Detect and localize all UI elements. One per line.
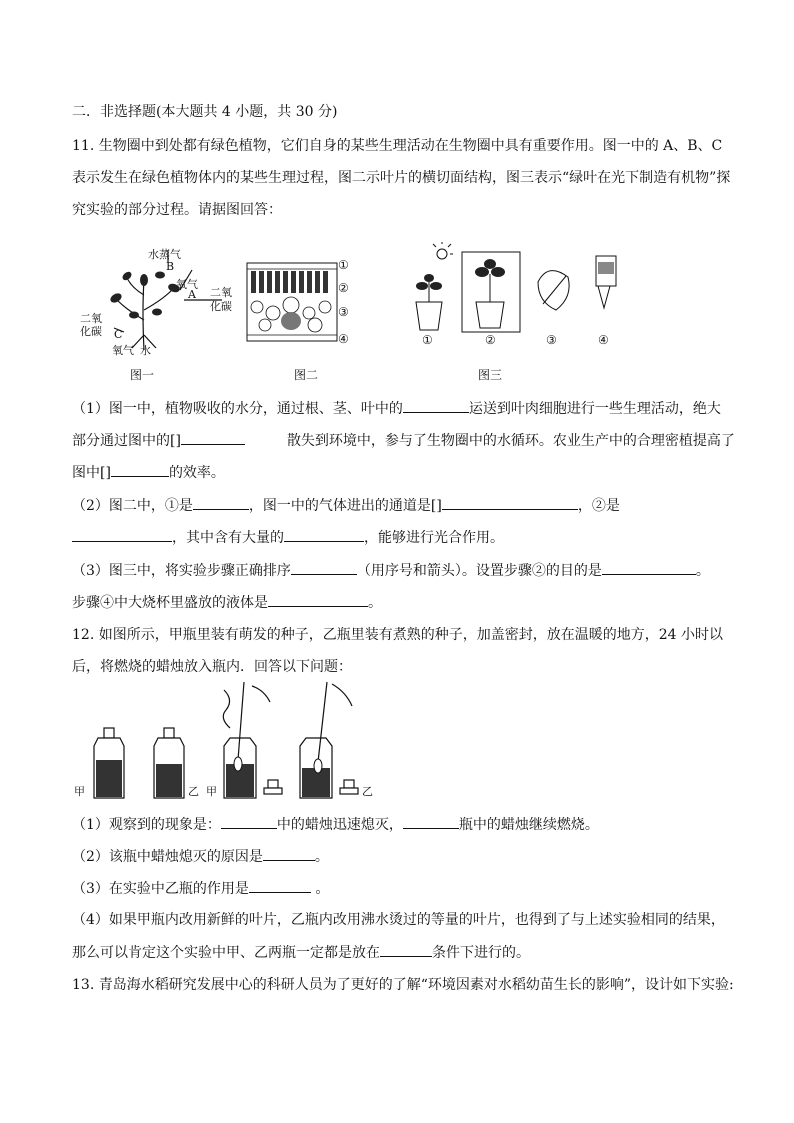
q11-p2-blank-4[interactable] [284, 527, 364, 542]
q12-part2 [72, 846, 329, 867]
fig1-label-co2-right-2: 化碳 [210, 300, 232, 313]
q12-part1 [72, 814, 599, 835]
fig1-label-co2-right-1: 二氧 [210, 286, 232, 299]
q11-p3-blank-3[interactable] [268, 592, 368, 607]
q12-p1-text-c: 瓶中的蜡烛继续燃烧。 [458, 817, 599, 833]
fig3-label-4: ④ [598, 333, 609, 347]
fig2-label-4: ④ [338, 332, 349, 346]
q11-p1-text-a: （1）图一中，植物吸收的水分，通过根、茎、叶中的 [72, 401, 403, 417]
q12-p4-text-a: （4）如果甲瓶内改用新鲜的叶片，乙瓶内改用沸水烫过的等量的叶片，也得到了与上述实验相同的结果， [72, 912, 725, 928]
q11-p3-text-d: 步骤④中大烧杯里盛放的液体是 [72, 595, 268, 611]
fig3-label-3: ③ [546, 333, 557, 347]
q12-p2-blank[interactable] [263, 846, 315, 861]
fig2-label-1: ① [338, 258, 349, 272]
q12-p2-text-a: （2）该瓶中蜡烛熄灭的原因是 [72, 849, 263, 865]
q12-fig-label-jia-1: 甲 [74, 785, 85, 798]
q12-stem-line-2: 后，将燃烧的蜡烛放入瓶内．回答以下问题： [72, 659, 352, 675]
q12-p1-text-a: （1）观察到的现象是： [72, 817, 221, 833]
q12-p3-blank[interactable] [249, 878, 311, 893]
q12-stem-line-1: 12. 如图所示，甲瓶里装有萌发的种子，乙瓶里装有煮熟的种子，加盖密封，放在温暖的地方，24 小时以 [72, 627, 723, 643]
q11-part2-line1 [72, 495, 620, 516]
fig3-label-1: ① [422, 333, 433, 347]
q12-p3-text-a: （3）在实验中乙瓶的作用是 [72, 881, 249, 897]
q11-p1-text-d: 散失到环境中，参与了生物圈中的水循环。农业生产中的合理密植提高了 [286, 433, 735, 449]
q12-part4-line1 [72, 910, 725, 930]
q11-stem-line-2: 表示发生在绿色植物体内的某些生理过程，图二示叶片的横切面结构，图三表示“绿叶在光下制造有机物”探 [72, 170, 731, 186]
q11-p1-text-f: 的效率。 [168, 465, 225, 481]
fig2-label-3: ③ [338, 305, 349, 319]
q11-part3-line2 [72, 592, 382, 613]
q12-p1-blank-2[interactable] [403, 814, 459, 829]
q11-p3-blank-1[interactable] [291, 560, 357, 575]
q11-p1-blank-3[interactable] [111, 462, 169, 477]
q11-p2-blank-2[interactable] [442, 495, 578, 510]
q11-p2-blank-3[interactable] [72, 527, 172, 542]
q11-part2-line2 [72, 527, 504, 548]
q12-p4-text-c: 条件下进行的。 [432, 945, 530, 961]
q11-part1-line3 [72, 462, 225, 483]
q11-p2-text-e: ，能够进行光合作用。 [364, 530, 504, 546]
q12-p4-blank[interactable] [380, 942, 432, 957]
q11-p1-blank-2[interactable] [181, 430, 245, 445]
q11-p1-blank-1[interactable] [403, 398, 469, 413]
figure-3-experiment-steps [398, 242, 623, 342]
q12-p3-text-b: 。 [315, 881, 330, 897]
q11-p1-text-e: 图中[] [72, 465, 111, 481]
q11-p3-text-e: 。 [368, 595, 382, 611]
q11-p1-text-c: 部分通过图中的[] [72, 433, 181, 449]
q11-p2-text-b: ，图一中的气体进出的通道是[] [248, 498, 442, 514]
q11-p2-text-d: ，其中含有大量的 [172, 530, 284, 546]
q11-part1-line1 [72, 398, 721, 419]
fig3-label-2: ② [485, 333, 496, 347]
q11-stem-line-3: 究实验的部分过程。请据图回答： [72, 202, 282, 218]
q11-part1-line2 [72, 430, 735, 451]
fig1-label-A: A [188, 288, 196, 301]
q11-p2-text-c: ，②是 [577, 498, 620, 514]
fig3-caption: 图三 [478, 368, 503, 382]
q12-p2-text-b: 。 [314, 849, 329, 865]
fig1-label-B: B [166, 260, 175, 273]
fig2-label-2: ② [338, 281, 349, 295]
q12-p1-blank-1[interactable] [221, 814, 277, 829]
q12-fig-label-yi-2: 乙 [362, 785, 373, 798]
fig1-label-co2-left-1: 二氧 [80, 312, 102, 325]
q12-fig-label-jia-2: 甲 [206, 785, 217, 798]
fig1-label-C: C [114, 328, 123, 341]
figure-q12-bottles [84, 680, 374, 805]
fig2-caption: 图二 [294, 368, 319, 382]
q12-part4-line2 [72, 942, 530, 963]
q11-p3-text-b: （用序号和箭头）。设置步骤②的目的是 [356, 563, 602, 579]
fig1-label-oxygen-right: 氧气 [176, 278, 198, 291]
fig1-label-co2-left-2: 化碳 [80, 325, 102, 338]
q11-p3-text-c: 。 [695, 563, 710, 579]
q11-p1-text-b: 运送到叶肉细胞进行一些生理活动，绝大 [468, 401, 721, 417]
figure-2-leaf-cross-section [245, 255, 345, 350]
q11-p2-text-a: （2）图二中，①是 [72, 498, 193, 514]
q12-p4-text-b: 那么可以肯定这个实验中甲、乙两瓶一定都是放在 [72, 945, 380, 961]
fig1-caption: 图一 [130, 368, 155, 382]
fig1-label-oxygen-bottom: 氧气 [112, 344, 134, 357]
fig1-label-water-vapor: 水蒸气 [148, 248, 181, 261]
fig1-label-water: 水 [140, 344, 151, 357]
q12-p1-text-b: 中的蜡烛迅速熄灭， [276, 817, 403, 833]
q11-p2-blank-1[interactable] [193, 495, 249, 510]
q11-p3-text-a: （3）图三中，将实验步骤正确排序 [72, 563, 291, 579]
section-title: 二．非选择题(本大题共 4 小题，共 30 分) [72, 104, 338, 120]
q11-part3-line1 [72, 560, 710, 581]
q12-part3 [72, 878, 329, 899]
q11-stem-line-1: 11. 生物圈中到处都有绿色植物，它们自身的某些生理活动在生物圈中具有重要作用。图一中的 A、B、C [72, 138, 723, 154]
q12-fig-label-yi-1: 乙 [188, 785, 199, 798]
q11-p3-blank-2[interactable] [602, 560, 696, 575]
q13-stem-line-1: 13. 青岛海水稻研究发展中心的科研人员为了更好的了解“环境因素对水稻幼苗生长的影响”，设计如下实验: [72, 977, 734, 993]
